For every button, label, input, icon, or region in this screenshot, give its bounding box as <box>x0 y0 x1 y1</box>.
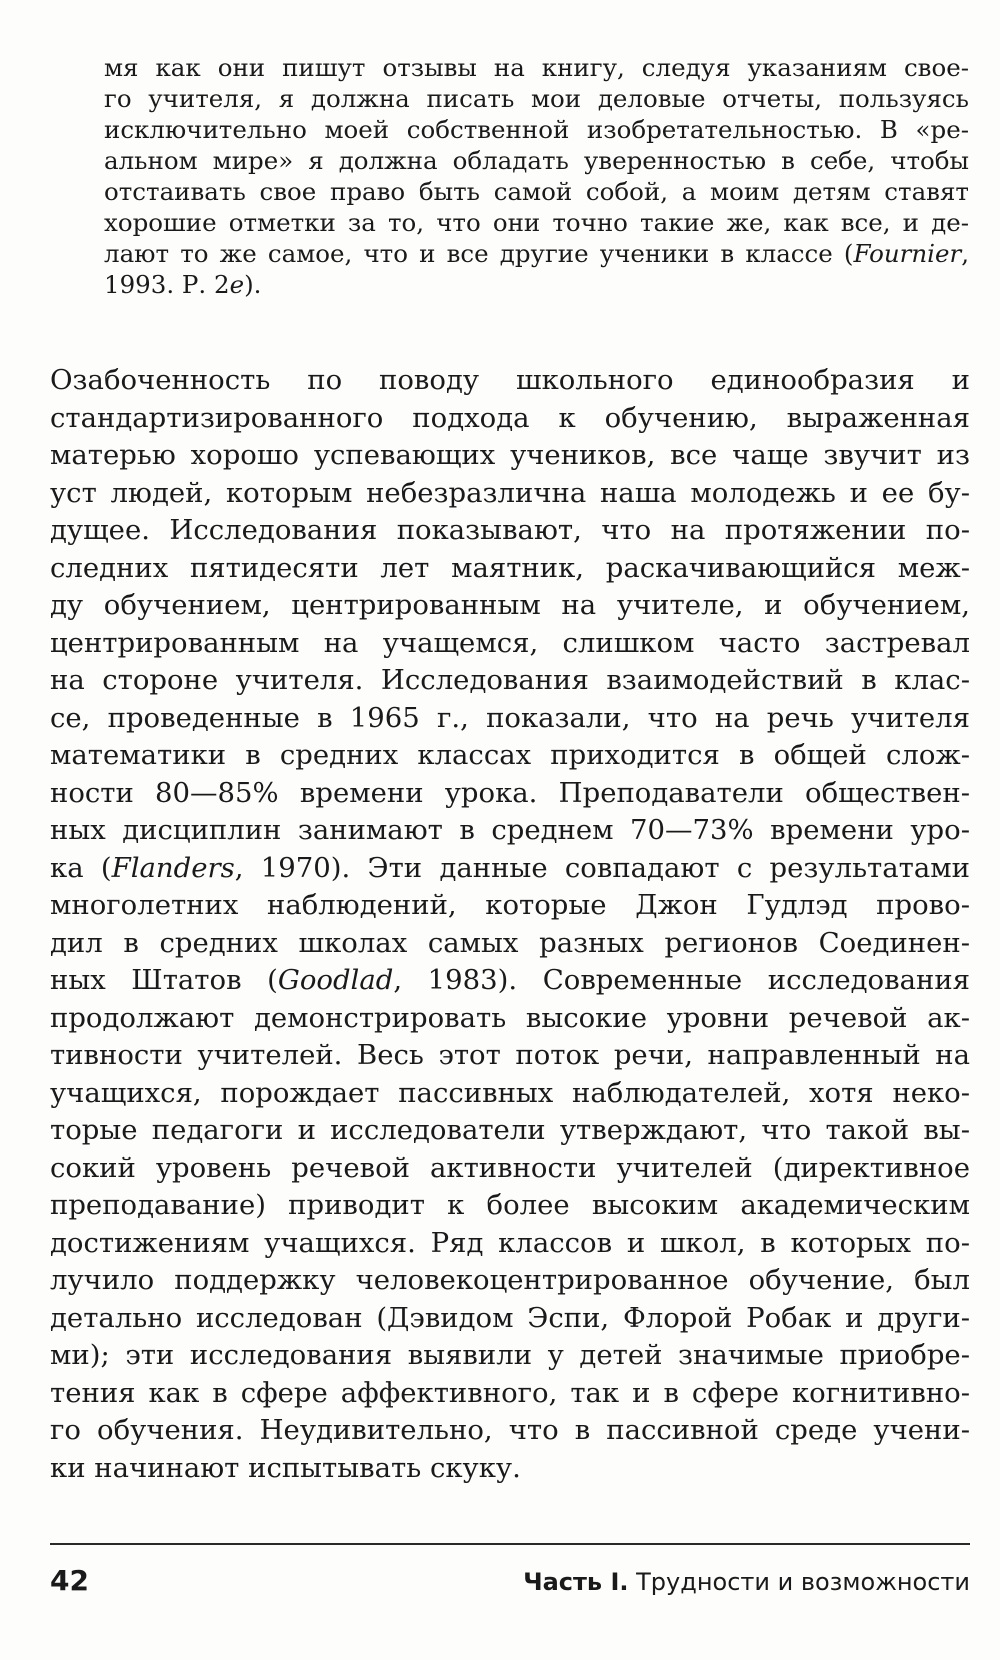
body-line: дил в средних школах самых разных регионов Соединен- <box>50 926 970 959</box>
body-line: уст людей, которым небезразлична наша молодежь и ее бу- <box>50 476 970 509</box>
body-line: многолетних наблюдений, которые Джон Гудлэд прово- <box>50 889 970 921</box>
body-line: учащихся, порождает пассивных наблюдателей, хотя неко- <box>50 1076 970 1109</box>
body-line <box>50 962 970 1000</box>
body-line: лучило поддержку человекоцентрированное обучение, был <box>50 1264 970 1296</box>
page-footer <box>50 1564 970 1604</box>
citation-page-suffix: е <box>229 270 245 299</box>
body-line: продолжают демонстрировать высокие уровни речевой ак- <box>50 1001 970 1034</box>
body-text: ка ( <box>50 851 112 884</box>
body-line: ми); эти исследования выявили у детей значимые приобре- <box>50 1339 970 1371</box>
body-line: дущее. Исследования показывают, что на протяжении по- <box>50 514 970 546</box>
quote-line: го учителя, я должна писать мои деловые отчеты, пользуясь <box>104 84 969 113</box>
body-line: центрированным на учащемся, слишком часто застревал <box>50 626 970 659</box>
body-line: Озабоченность по поводу школьного единообразия и <box>50 364 970 396</box>
quote-text: 1993. Р. 2 <box>104 270 230 299</box>
body-line: го обучения. Неудивительно, что в пассивной среде учени- <box>50 1414 970 1446</box>
citation-author: Fournier <box>853 239 962 268</box>
body-line <box>50 850 970 888</box>
body-line: сокий уровень речевой активности учителей (директивное <box>50 1151 970 1184</box>
body-line: на стороне учителя. Исследования взаимодействий в клас- <box>50 664 970 696</box>
quote-line: хорошие отметки за то, что они точно такие же, как все, и де- <box>104 208 969 237</box>
quote-line: исключительно моей собственной изобретательностью. В «ре- <box>104 115 969 144</box>
body-line: следних пятидесяти лет маятник, раскачивающийся меж- <box>50 551 970 584</box>
body-text: , 1970). Эти данные совпадают с результатами <box>234 851 970 884</box>
chapter-title: Трудности и возможности <box>628 1568 970 1596</box>
body-line: математики в средних классах приходится в общей слож- <box>50 739 970 771</box>
body-line: детально исследован (Дэвидом Эспи, Флорой Робак и други- <box>50 1301 970 1334</box>
body-line: ных дисциплин занимают в среднем 70—73% времени уро- <box>50 814 970 846</box>
body-line: ду обучением, центрированным на учителе, и обучением, <box>50 589 970 621</box>
quote-text: ). <box>244 270 262 299</box>
body-text: , 1983). Современные исследования <box>393 964 970 996</box>
body-line: торые педагоги и исследователи утверждают, что такой вы- <box>50 1114 970 1146</box>
body-line: ки начинают испытывать скуку. <box>50 1451 521 1484</box>
citation-goodlad: Goodlad <box>277 964 394 996</box>
quote-line: мя как они пишут отзывы на книгу, следуя указаниям свое- <box>104 53 969 82</box>
body-line: се, проведенные в 1965 г., показали, что на речь учителя <box>50 701 970 734</box>
footer-rule <box>50 1543 970 1545</box>
body-line: достижениям учащихся. Ряд классов и школ, в которых по- <box>50 1226 970 1259</box>
quote-text: лают то же самое, что и все другие ученики в классе ( <box>104 239 854 268</box>
body-line: тения как в сфере аффективного, так и в сфере когнитивно- <box>50 1376 970 1409</box>
citation-flanders: Flanders <box>111 851 235 884</box>
body-text: ных Штатов ( <box>50 964 278 996</box>
body-line: тивности учителей. Весь этот поток речи, направленный на <box>50 1039 970 1071</box>
block-quote <box>104 52 969 300</box>
quote-line <box>104 269 969 300</box>
running-head <box>523 1568 970 1596</box>
citation-sep: , <box>961 239 969 268</box>
quote-line <box>104 238 969 269</box>
body-line: матерью хорошо успевающих учеников, все чаще звучит из <box>50 439 970 471</box>
body-paragraph <box>50 362 970 1487</box>
part-label: Часть I. <box>523 1568 629 1596</box>
quote-line: отстаивать свое право быть самой собой, а моим детям ставят <box>104 177 969 206</box>
body-line: стандартизированного подхода к обучению, выраженная <box>50 401 970 434</box>
quote-line: альном мире» я должна обладать уверенностью в себе, чтобы <box>104 146 969 175</box>
body-line: ности 80—85% времени урока. Преподаватели обществен- <box>50 776 970 809</box>
page-number: 42 <box>50 1564 89 1597</box>
body-line: преподавание) приводит к более высоким академическим <box>50 1189 970 1221</box>
